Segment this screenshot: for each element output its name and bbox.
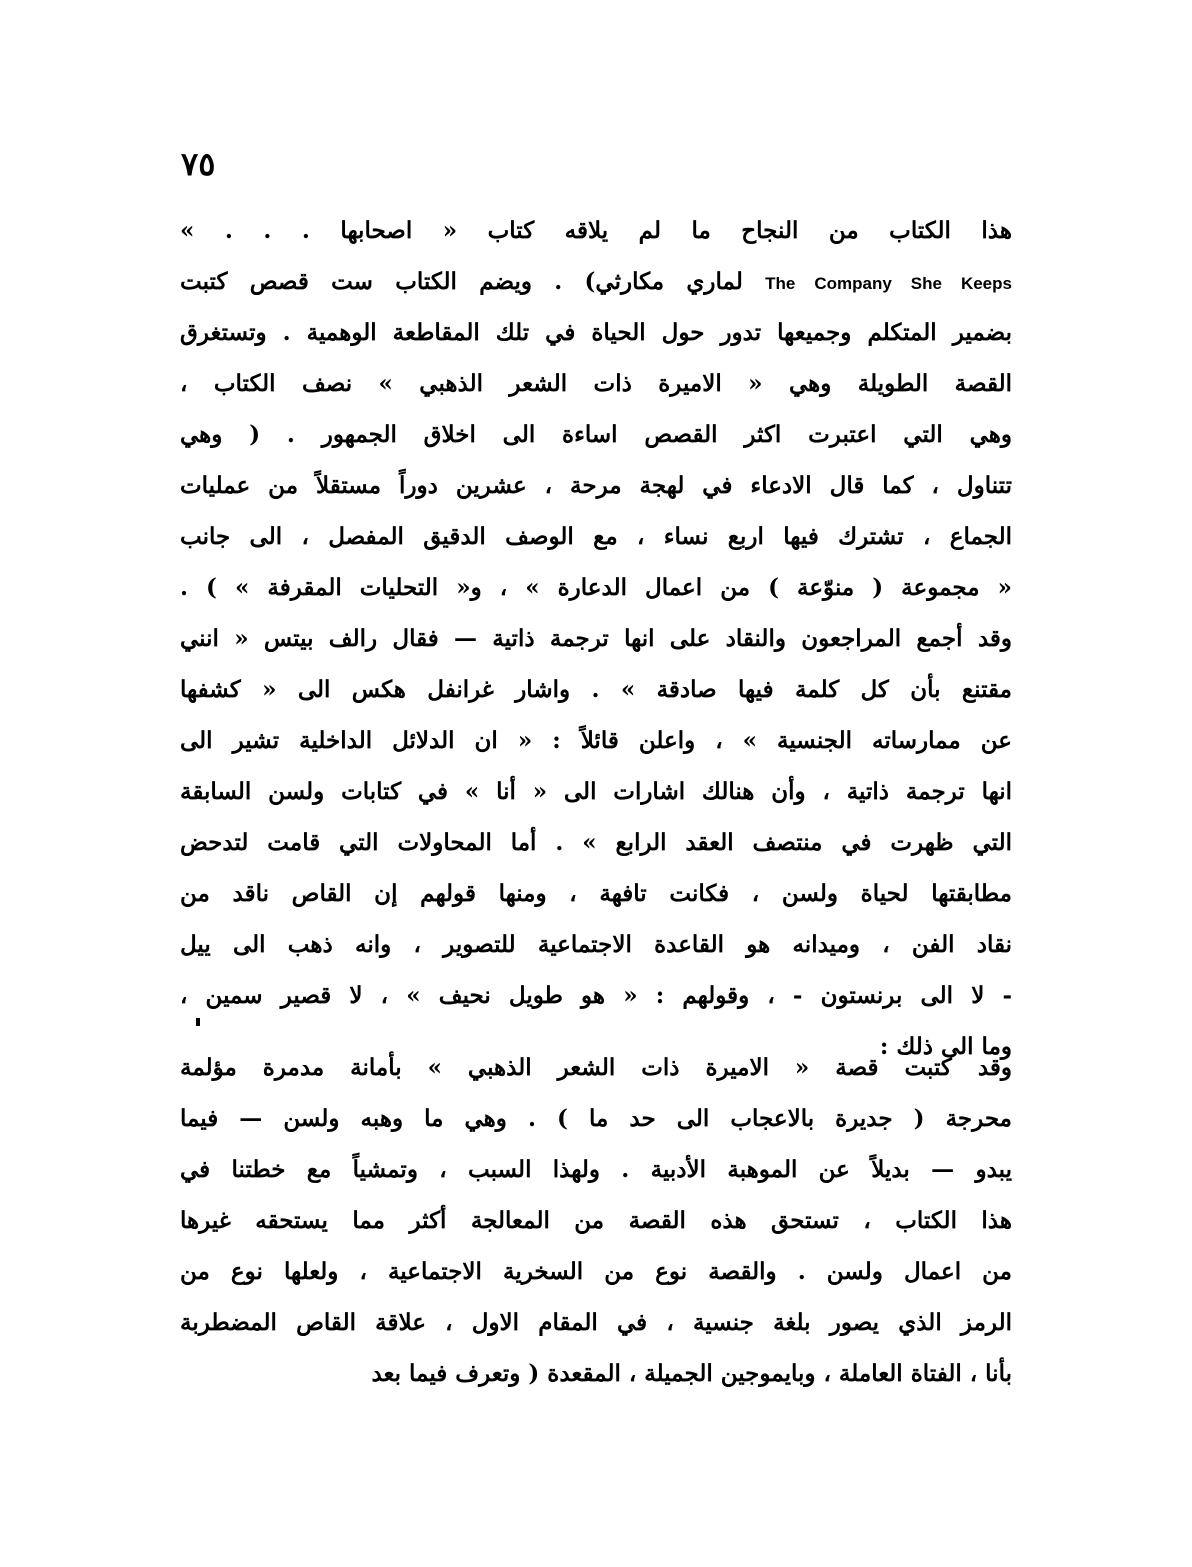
text-line: [180, 460, 1012, 511]
line-text: لماري مكارثي) . ويضم الكتاب ست قصص كتبت: [180, 268, 766, 295]
line-text: يبدو — بديلاً عن الموهبة الأدبية . ولهذا السبب ، وتمشياً مع خطتنا في: [180, 1156, 1012, 1183]
page-number: ٧٥: [181, 145, 216, 183]
text-line: [180, 1144, 1012, 1195]
text-line: [180, 766, 1012, 817]
text-line: [180, 358, 1012, 409]
text-line: [180, 715, 1012, 766]
line-text: مقتنع بأن كل كلمة فيها صادقة » . واشار غرانفل هكس الى « كشفها: [180, 676, 1012, 703]
text-line: [180, 1246, 1012, 1297]
line-text: انها ترجمة ذاتية ، وأن هنالك اشارات الى « أنا » في كتابات ولسن السابقة: [180, 778, 1012, 805]
text-line: [180, 664, 1012, 715]
line-text: هذا الكتاب ، تستحق هذه القصة من المعالجة أكثر مما يستحقه غيرها: [180, 1207, 1012, 1234]
text-line: [180, 1042, 1012, 1093]
line-text: هذا الكتاب من النجاح ما لم يلاقه كتاب « اصحابها . . . »: [180, 217, 1012, 244]
text-line: [180, 256, 1012, 307]
text-line: [180, 868, 1012, 919]
text-line: [180, 1195, 1012, 1246]
line-text: وما الى ذلك :: [879, 1033, 1012, 1060]
line-text: مطابقتها لحياة ولسن ، فكانت تافهة ، ومنها قولهم إن القاص ناقد من: [180, 880, 1012, 907]
text-line: [180, 205, 1012, 256]
line-text: بضمير المتكلم وجميعها تدور حول الحياة في تلك المقاطعة الوهمية . وتستغرق: [180, 319, 1012, 346]
text-line: [180, 1093, 1012, 1144]
line-text: محرجة ( جديرة بالاعجاب الى حد ما ) . وهي ما وهبه ولسن — فيما: [180, 1105, 1012, 1132]
line-text: تتناول ، كما قال الادعاء في لهجة مرحة ، عشرين دوراً مستقلاً من عمليات: [180, 472, 1012, 499]
text-line: [180, 817, 1012, 868]
text-line: [180, 307, 1012, 358]
line-text: عن ممارساته الجنسية » ، واعلن قائلاً : « ان الدلائل الداخلية تشير الى: [180, 727, 1012, 754]
line-text: القصة الطويلة وهي « الاميرة ذات الشعر الذهبي » نصف الكتاب ،: [180, 370, 1012, 397]
margin-mark: [196, 1018, 200, 1026]
text-line: [180, 919, 1012, 970]
line-text: - لا الى برنستون - ، وقولهم : « هو طويل نحيف » ، لا قصير سمين ،: [180, 982, 1012, 1009]
paragraph-2: [180, 1042, 1012, 1399]
line-text: من اعمال ولسن . والقصة نوع من السخرية الاجتماعية ، ولعلها نوع من: [180, 1258, 1012, 1285]
text-line: [180, 562, 1012, 613]
english-title: The Company She Keeps: [765, 274, 1012, 293]
paragraph-1: [180, 205, 1012, 1072]
line-text: الرمز الذي يصور بلغة جنسية ، في المقام الاول ، علاقة القاص المضطربة: [180, 1309, 1012, 1336]
line-text: نقاد الفن ، وميدانه هو القاعدة الاجتماعية للتصوير ، وانه ذهب الى ييل: [180, 931, 1012, 958]
text-line: [180, 511, 1012, 562]
line-text: وقد كتبت قصة « الاميرة ذات الشعر الذهبي » بأمانة مدمرة مؤلمة: [180, 1054, 1012, 1081]
line-text: التي ظهرت في منتصف العقد الرابع » . أما المحاولات التي قامت لتدحض: [180, 829, 1012, 856]
line-text: الجماع ، تشترك فيها اربع نساء ، مع الوصف الدقيق المفصل ، الى جانب: [180, 523, 1012, 550]
line-text: وقد أجمع المراجعون والنقاد على انها ترجمة ذاتية — فقال رالف بيتس « انني: [180, 625, 1012, 652]
text-line: [180, 613, 1012, 664]
line-text: وهي التي اعتبرت اكثر القصص اساءة الى اخلاق الجمهور . ( وهي: [180, 421, 1012, 448]
text-line: [180, 1348, 1012, 1399]
text-line: [180, 409, 1012, 460]
line-text: بأنا ، الفتاة العاملة ، وبايموجين الجميلة ، المقعدة ( وتعرف فيما بعد: [371, 1360, 1012, 1387]
text-line: [180, 1297, 1012, 1348]
text-line: [180, 970, 1012, 1021]
line-text: « مجموعة ( منوّعة ) من اعمال الدعارة » ، و« التحليات المقرفة » ) .: [180, 574, 1012, 601]
